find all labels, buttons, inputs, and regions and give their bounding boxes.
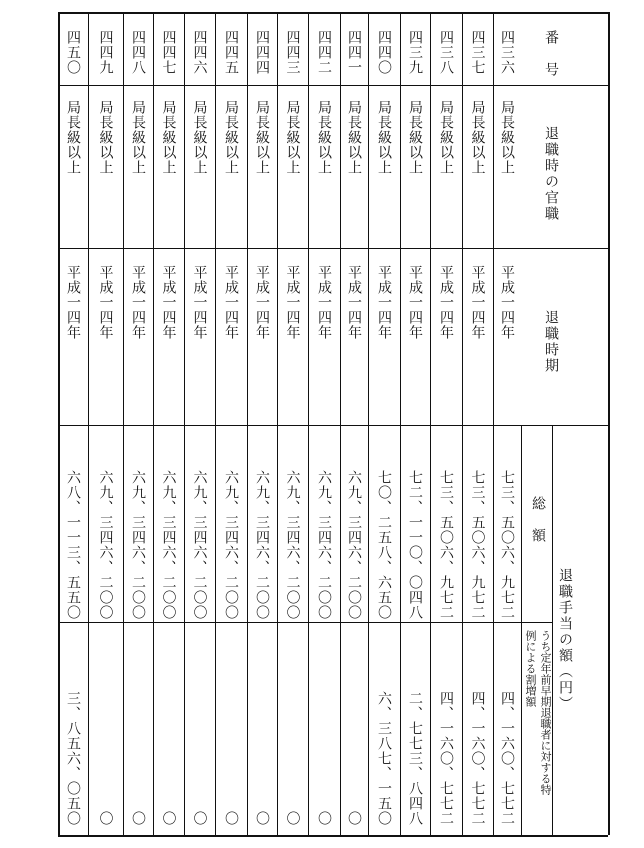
row-divider	[493, 12, 494, 835]
cell-post: 局長級以上	[65, 100, 81, 175]
cell-number: 四三九	[407, 30, 423, 75]
cell-special: 六、三八七、一五〇	[376, 691, 392, 826]
cell-total: 六九、三四六、二〇〇	[254, 470, 270, 620]
cell-post: 局長級以上	[223, 100, 239, 175]
row-divider	[368, 12, 369, 835]
cell-post: 局長級以上	[376, 100, 392, 175]
cell-total: 六九、三四六、二〇〇	[284, 470, 301, 620]
cell-post: 局長級以上	[499, 100, 515, 175]
cell-period: 平成一四年	[499, 265, 515, 340]
cell-total: 六九、三四六、二〇〇	[191, 470, 208, 620]
cell-post: 局長級以上	[316, 100, 332, 175]
cell-number: 四四三	[284, 30, 301, 75]
cell-total: 七〇、二五八、六五〇	[376, 470, 392, 620]
header-special-line2: 例による割増額	[524, 630, 537, 707]
row-divider	[215, 12, 216, 835]
cell-period: 平成一四年	[223, 265, 239, 340]
cell-period: 平成一四年	[284, 265, 301, 340]
cell-special: 〇	[254, 811, 270, 826]
cell-special: 四、一六〇、七七二	[438, 691, 454, 826]
row-divider	[247, 12, 248, 835]
col-divider-total	[58, 622, 521, 623]
row-divider	[277, 12, 278, 835]
cell-total: 六九、三四六、二〇〇	[130, 470, 146, 620]
cell-number: 四五〇	[65, 30, 81, 75]
cell-period: 平成一四年	[376, 265, 392, 340]
cell-number: 四三六	[499, 30, 515, 75]
cell-post: 局長級以上	[97, 100, 114, 175]
cell-number: 四四五	[223, 30, 239, 75]
header-allowance-split	[521, 622, 552, 623]
cell-post: 局長級以上	[346, 100, 362, 175]
cell-total: 七三、五〇六、九七二	[469, 470, 486, 620]
col-divider-number	[58, 85, 608, 86]
row-divider	[462, 12, 463, 835]
cell-number: 四三八	[438, 30, 454, 75]
header-number: 番 号	[543, 30, 559, 78]
cell-number: 四四六	[191, 30, 208, 75]
header-special-line1: うち定年前早期退職者に対する特	[539, 630, 552, 795]
cell-period: 平成一四年	[97, 265, 114, 340]
header-allowance: 退職手当の額（円）	[557, 568, 573, 712]
cell-total: 六九、三四六、二〇〇	[160, 470, 177, 620]
row-divider	[308, 12, 309, 835]
header-allowance-divider	[521, 425, 522, 835]
table-border-left	[58, 12, 60, 835]
cell-number: 四三七	[469, 30, 486, 75]
cell-period: 平成一四年	[130, 265, 146, 340]
cell-post: 局長級以上	[438, 100, 454, 175]
header-post: 退職時の官職	[543, 126, 559, 222]
cell-total: 七三、五〇六、九七二	[499, 470, 515, 620]
cell-post: 局長級以上	[284, 100, 301, 175]
cell-special: 三、八五六、〇五〇	[65, 691, 81, 826]
row-divider	[88, 12, 89, 835]
cell-total: 六八、一一三、五五〇	[65, 470, 81, 620]
cell-special: 〇	[284, 811, 301, 826]
table-border-right	[608, 12, 610, 835]
cell-total: 六九、三四六、二〇〇	[97, 470, 114, 620]
col-divider-period	[58, 425, 608, 426]
header-period: 退職時期	[543, 310, 559, 374]
col-divider-post	[58, 248, 608, 249]
cell-post: 局長級以上	[160, 100, 177, 175]
cell-special: 四、一六〇、七七二	[469, 691, 486, 826]
cell-special: 〇	[191, 811, 208, 826]
cell-post: 局長級以上	[254, 100, 270, 175]
header-total: 総 額	[530, 496, 546, 544]
row-divider	[430, 12, 431, 835]
cell-total: 七二、一一〇、〇四八	[407, 470, 423, 620]
cell-number: 四四一	[346, 30, 362, 75]
cell-period: 平成一四年	[346, 265, 362, 340]
row-divider	[400, 12, 401, 835]
cell-period: 平成一四年	[316, 265, 332, 340]
cell-number: 四四〇	[376, 30, 392, 75]
cell-post: 局長級以上	[130, 100, 146, 175]
cell-post: 局長級以上	[191, 100, 208, 175]
cell-period: 平成一四年	[65, 265, 81, 340]
cell-period: 平成一四年	[407, 265, 423, 340]
cell-period: 平成一四年	[438, 265, 454, 340]
header-allowance-inner	[552, 425, 553, 835]
cell-special: 四、一六〇、七七二	[499, 691, 515, 826]
cell-special: 〇	[316, 811, 332, 826]
cell-special: 〇	[160, 811, 177, 826]
cell-total: 六九、三四六、二〇〇	[223, 470, 239, 620]
row-divider	[153, 12, 154, 835]
cell-number: 四四七	[160, 30, 177, 75]
cell-special: 〇	[97, 811, 114, 826]
cell-post: 局長級以上	[469, 100, 486, 175]
cell-post: 局長級以上	[407, 100, 423, 175]
cell-period: 平成一四年	[469, 265, 486, 340]
cell-total: 六九、三四六、二〇〇	[346, 470, 362, 620]
cell-number: 四四四	[254, 30, 270, 75]
cell-special: 〇	[346, 811, 362, 826]
cell-total: 六九、三四六、二〇〇	[316, 470, 332, 620]
cell-number: 四四八	[130, 30, 146, 75]
row-divider	[184, 12, 185, 835]
cell-special: 二、七七三、八四八	[407, 691, 423, 826]
cell-period: 平成一四年	[160, 265, 177, 340]
cell-period: 平成一四年	[254, 265, 270, 340]
cell-number: 四四二	[316, 30, 332, 75]
row-divider	[340, 12, 341, 835]
cell-period: 平成一四年	[191, 265, 208, 340]
table-border-bottom	[58, 835, 608, 837]
table-border-top	[58, 12, 608, 14]
cell-total: 七三、五〇六、九七二	[438, 470, 454, 620]
row-divider	[123, 12, 124, 835]
cell-special: 〇	[223, 811, 239, 826]
cell-special: 〇	[130, 811, 146, 826]
cell-number: 四四九	[97, 30, 114, 75]
